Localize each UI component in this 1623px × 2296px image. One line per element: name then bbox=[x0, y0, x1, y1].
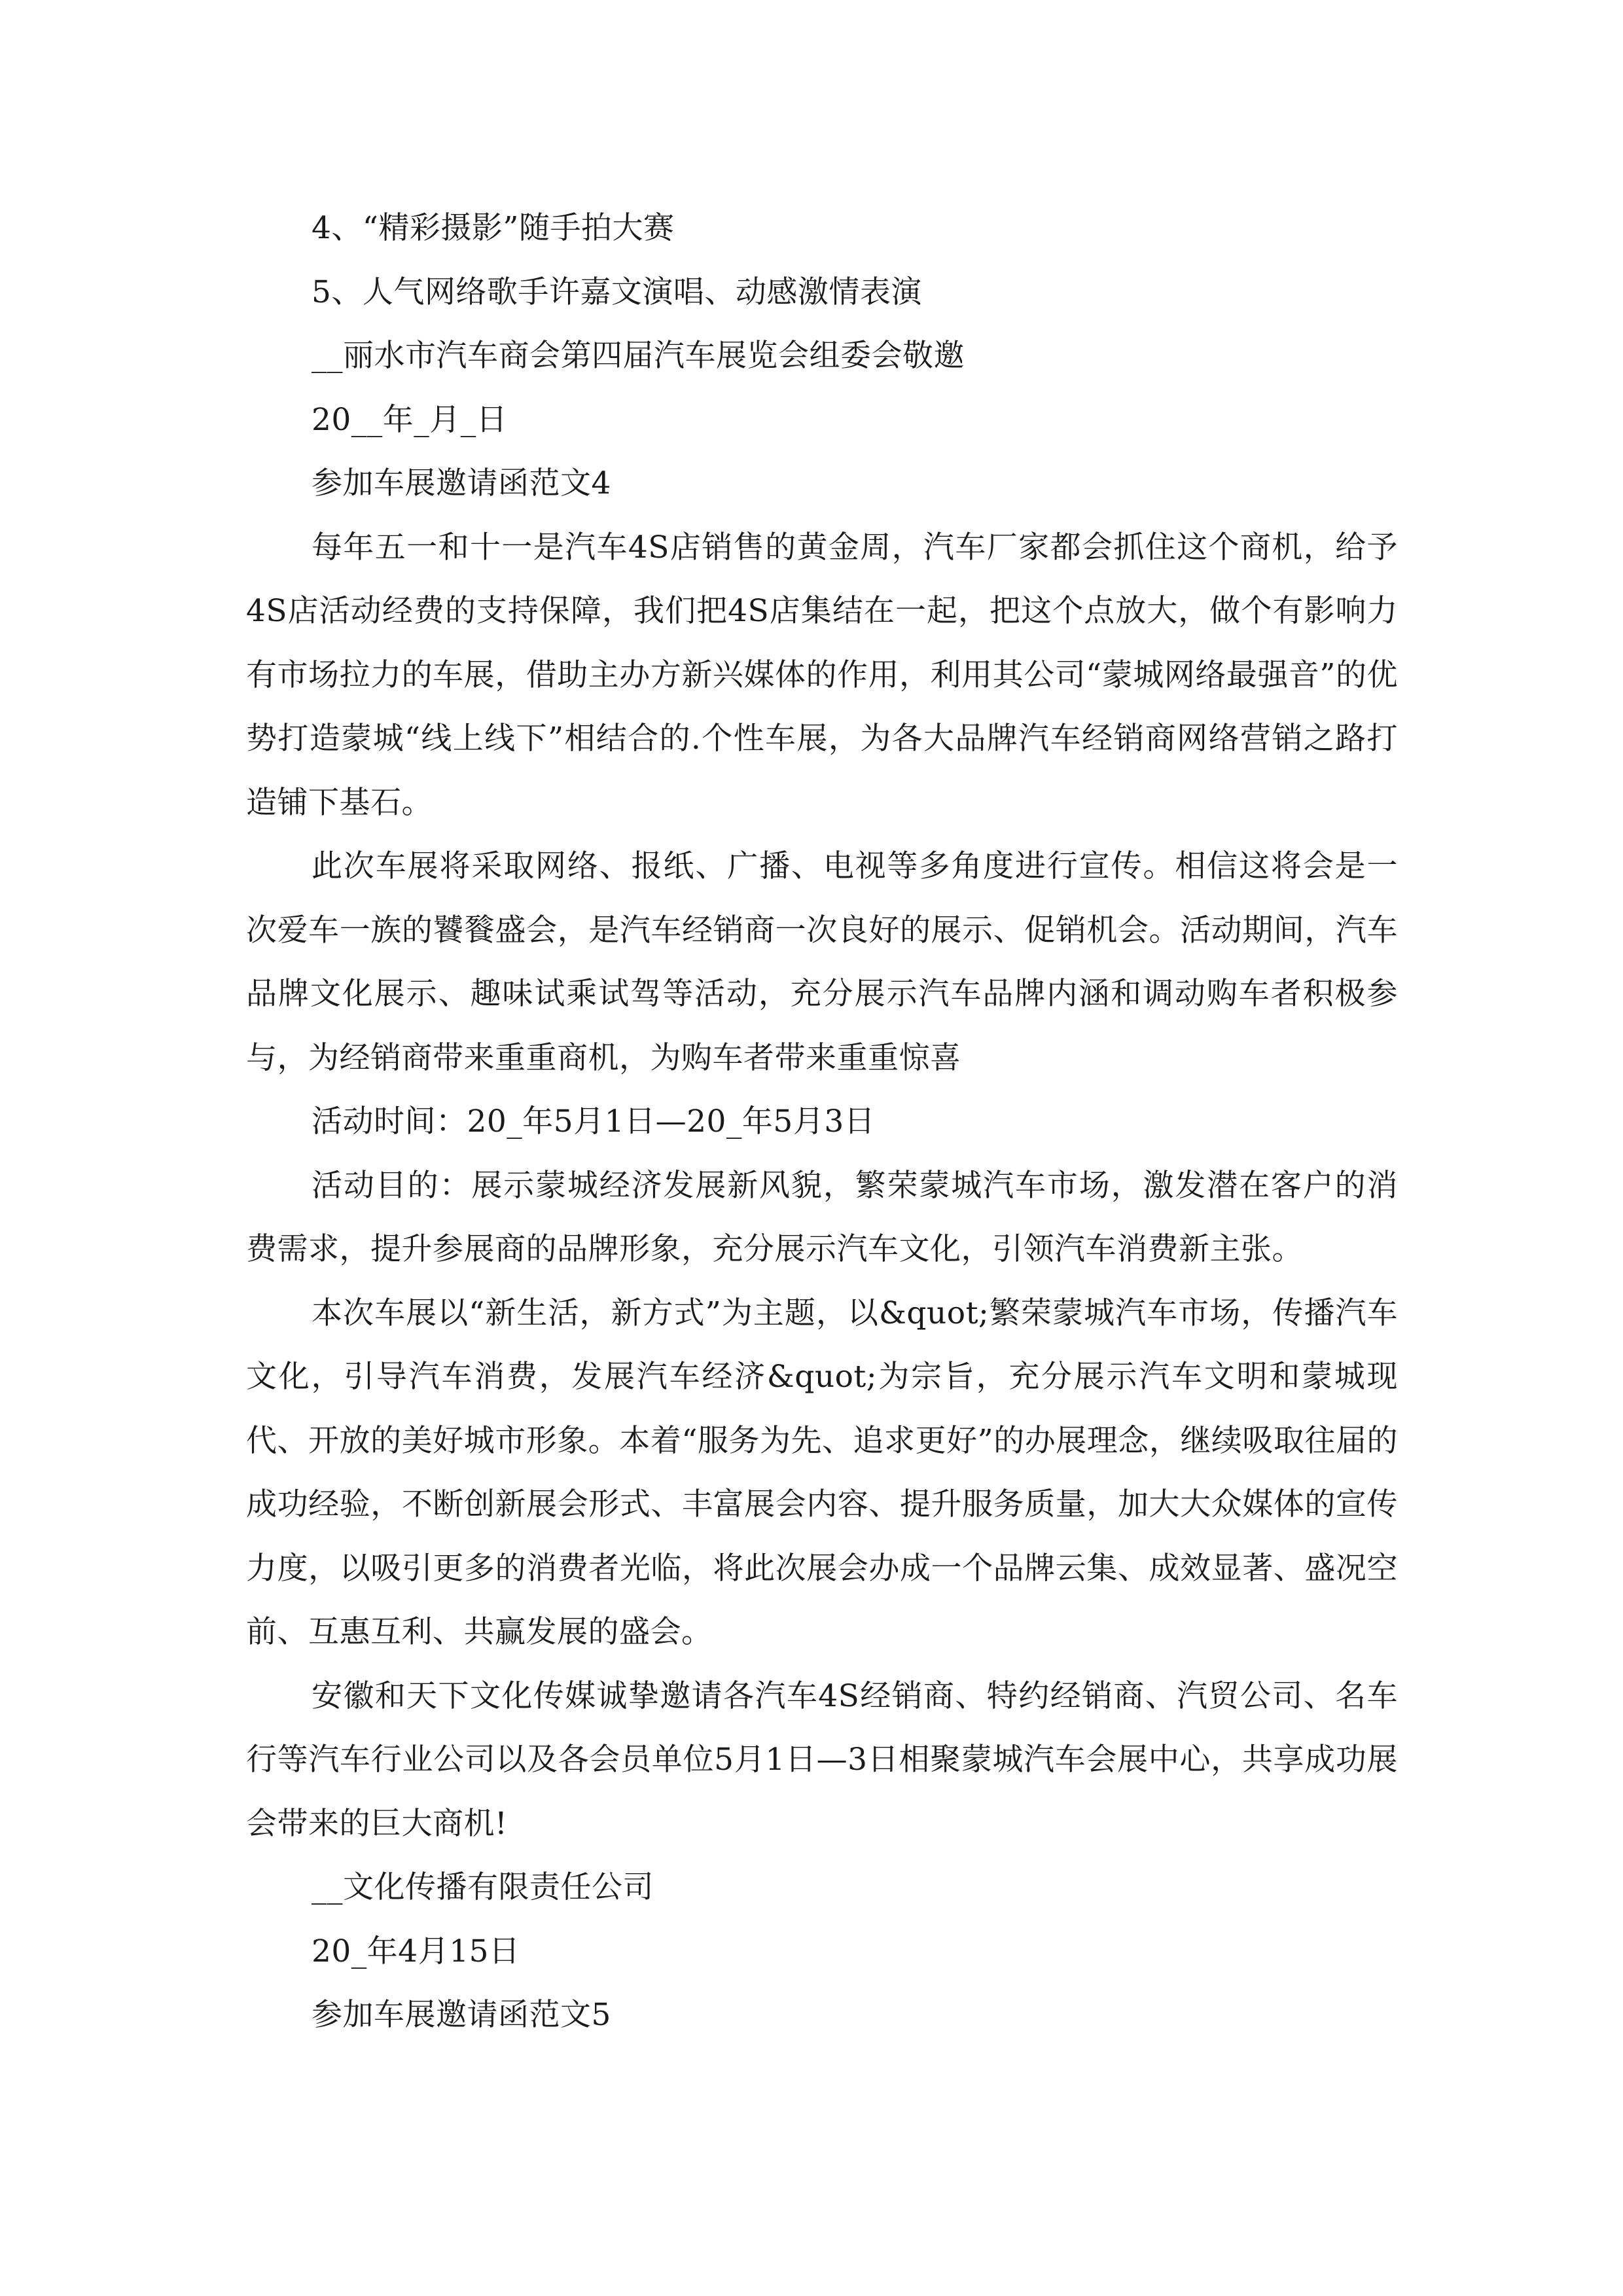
paragraph-invitation: 安徽和天下文化传媒诚挚邀请各汽车4S经销商、特约经销商、汽贸公司、名车行等汽车行业公司以及各会员单位5月1日—3日相聚蒙城汽车会展中心，共享成功展会带来的巨大商机! bbox=[246, 1677, 1398, 1842]
list-item-photo-contest: 4、“精彩摄影”随手拍大赛 bbox=[312, 210, 675, 246]
section-heading-sample-5: 参加车展邀请函范文5 bbox=[312, 1997, 611, 2033]
document-body bbox=[246, 196, 1398, 2047]
body-paragraphs bbox=[246, 516, 1398, 1856]
signature-date: 20__年_月_日 bbox=[312, 401, 508, 438]
company-signature: __文化传播有限责任公司 bbox=[312, 1869, 654, 1905]
organizer-signature: __丽水市汽车商会第四届汽车展览会组委会敬邀 bbox=[312, 338, 965, 374]
section-heading-sample-4: 参加车展邀请函范文4 bbox=[312, 465, 611, 501]
paragraph-event-time: 活动时间：20_年5月1日—20_年5月3日 bbox=[312, 1103, 876, 1139]
paragraph-publicity: 此次车展将采取网络、报纸、广播、电视等多角度进行宣传。相信这将会是一次爱车一族的饕餮盛会，是汽车经销商一次良好的展示、促销机会。活动期间，汽车品牌文化展示、趣味试乘试驾等活动，充分展示汽车品牌内涵和调动购车者积极参与，为经销商带来重重商机，为购车者带来重重惊喜 bbox=[246, 848, 1398, 1076]
paragraph-intro: 每年五一和十一是汽车4S店销售的黄金周，汽车厂家都会抓住这个商机，给予4S店活动经费的支持保障，我们把4S店集结在一起，把这个点放大，做个有影响力有市场拉力的车展，借助主办方新兴媒体的作用，利用其公司“蒙城网络最强音”的优势打造蒙城“线上线下”相结合的.个性车展，为各大品牌汽车经销商网络营销之路打造铺下基石。 bbox=[246, 529, 1398, 821]
paragraph-event-purpose: 活动目的：展示蒙城经济发展新风貌，繁荣蒙城汽车市场，激发潜在客户的消费需求，提升参展商的品牌形象，充分展示汽车文化，引领汽车消费新主张。 bbox=[246, 1167, 1398, 1267]
company-date: 20_年4月15日 bbox=[312, 1933, 520, 1969]
paragraph-theme: 本次车展以“新生活，新方式”为主题，以&quot;繁荣蒙城汽车市场，传播汽车文化，引导汽车消费，发展汽车经济&quot;为宗旨，充分展示汽车文明和蒙城现代、开放的美好城市形象。本着“服务为先、追求更好”的办展理念，继续吸取往届的成功经验，不断创新展会形式、丰富展会内容、提升服务质量，加大大众媒体的宣传力度，以吸引更多的消费者光临，将此次展会办成一个品牌云集、成效显著、盛况空前、互惠互利、共赢发展的盛会。 bbox=[246, 1295, 1398, 1650]
list-item-singer-performance: 5、人气网络歌手许嘉文演唱、动感激情表演 bbox=[312, 274, 922, 310]
